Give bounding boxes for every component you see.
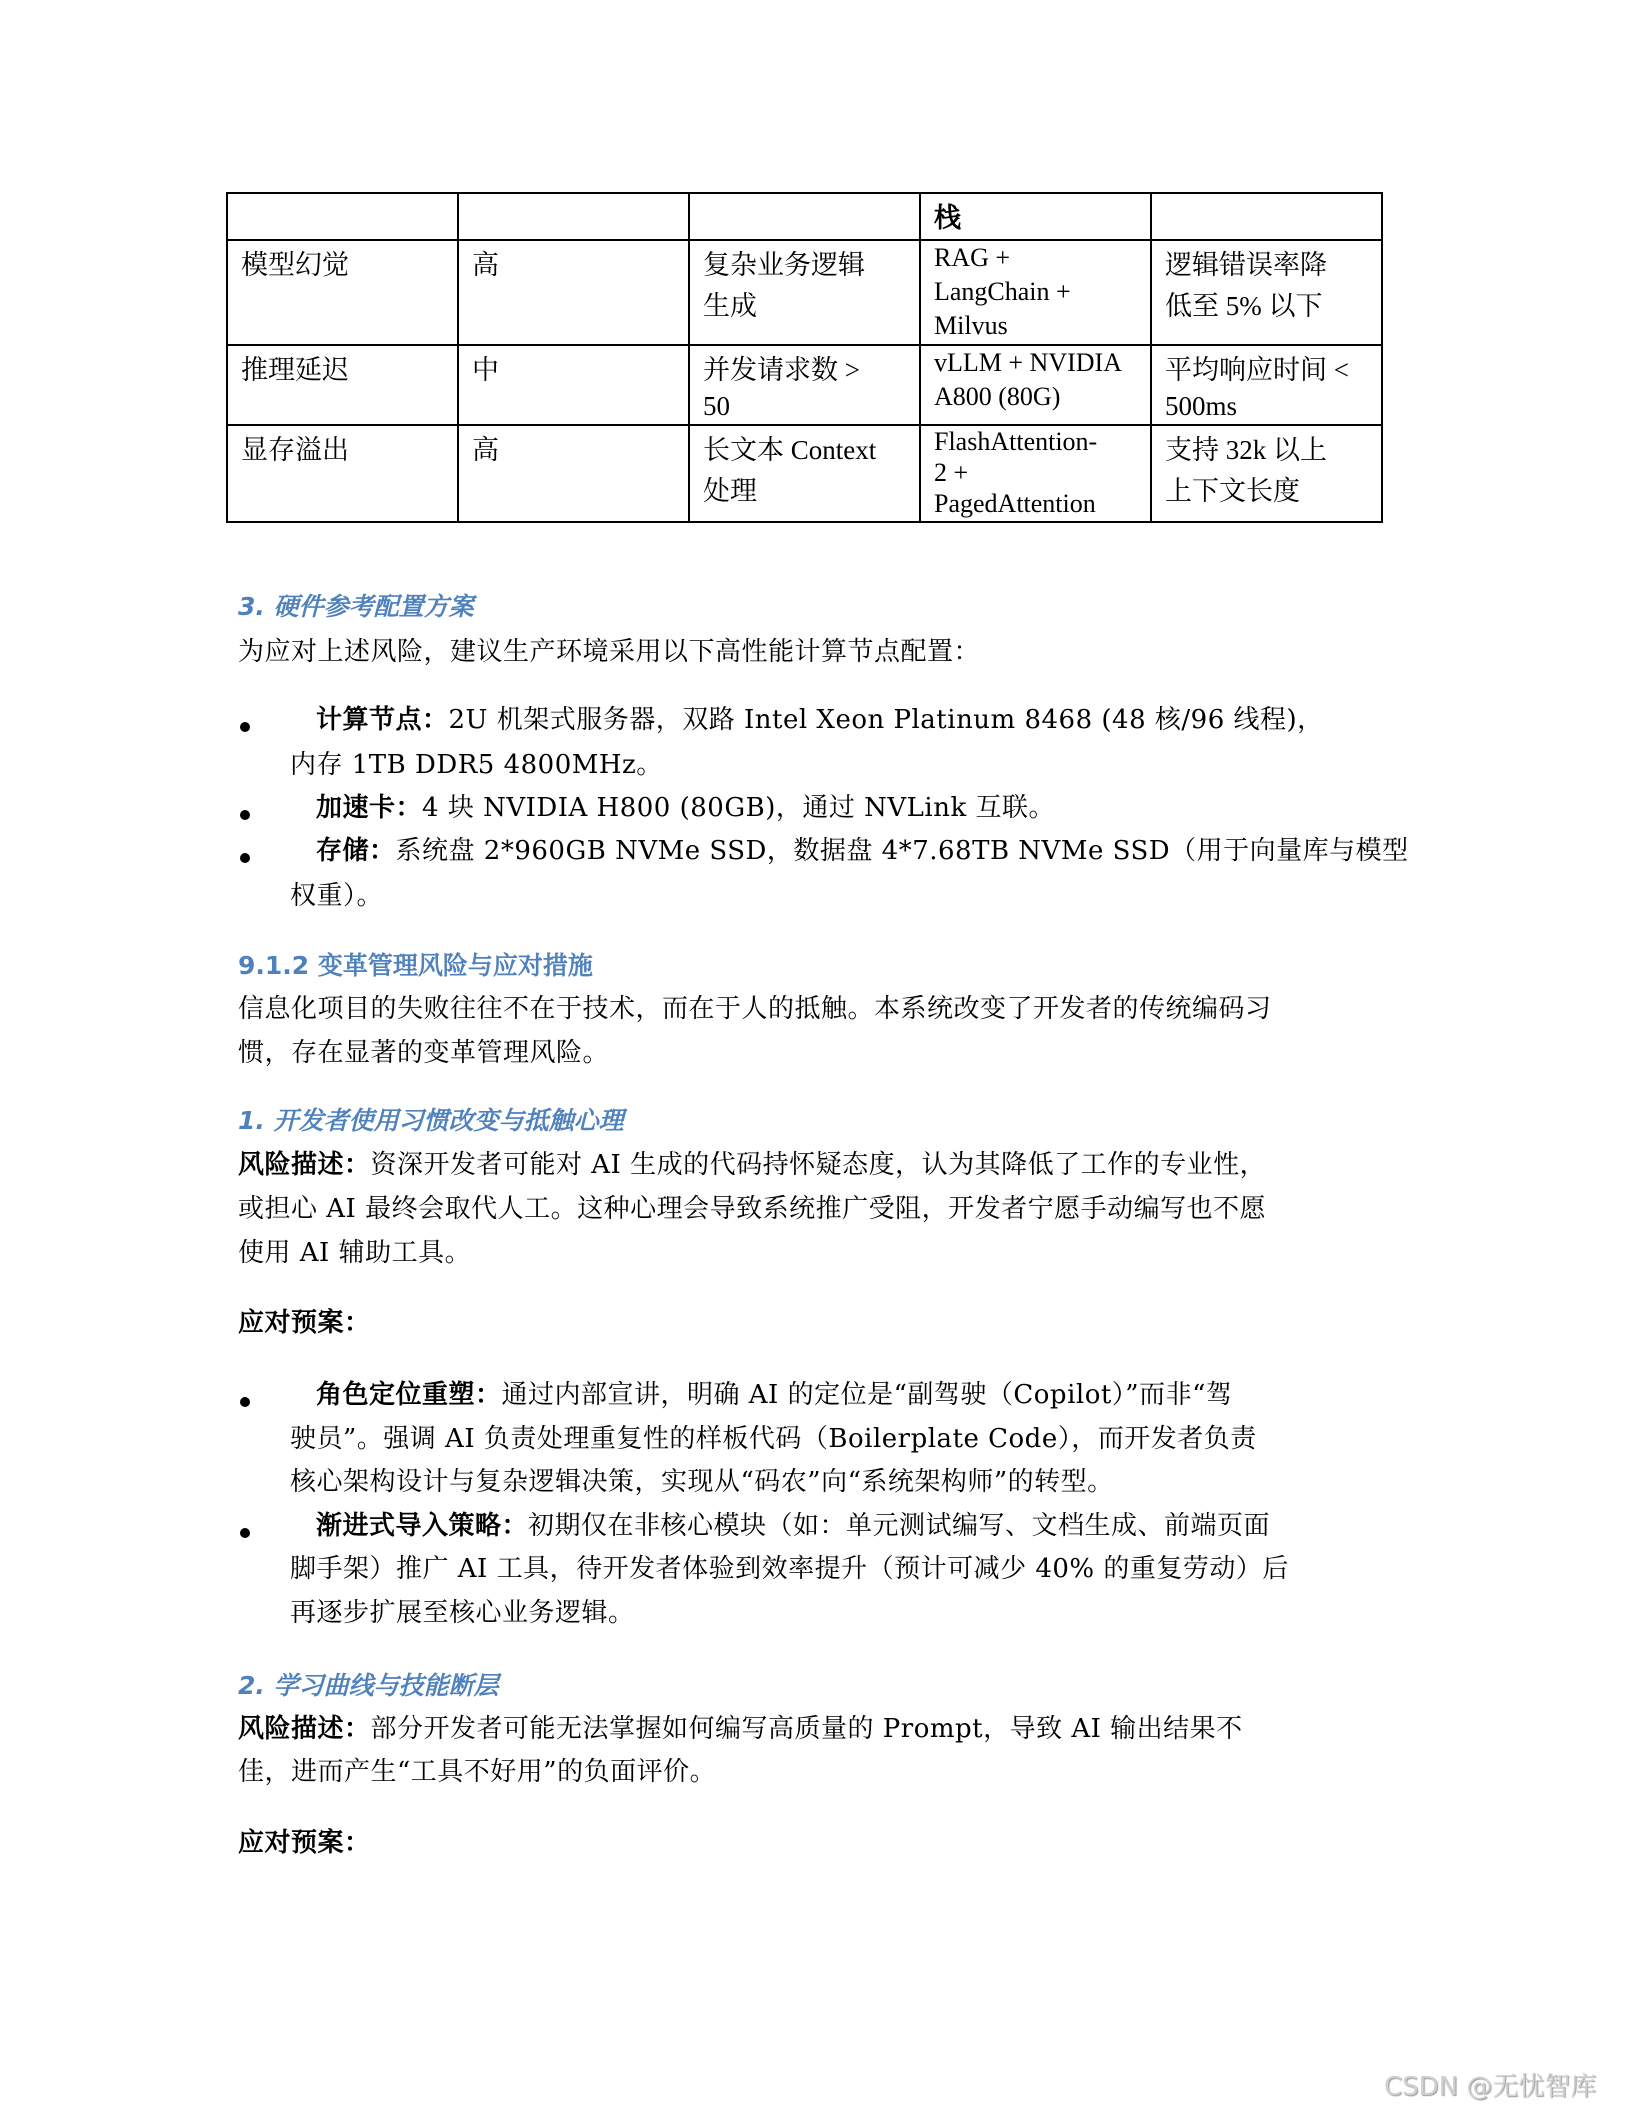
tech-cell: vLLM + NVIDIA A800 (80G) <box>920 345 1151 425</box>
table-cell <box>458 193 689 240</box>
section-heading-change-management: 9.1.2 变革管理风险与应对措施 <box>238 951 593 980</box>
level-cell: 高 <box>458 425 689 522</box>
list-item: 存储：系统盘 2*960GB NVMe SSD，数据盘 4*7.68TB NVMe SSD（用于向量库与模型 <box>316 836 1409 866</box>
bullet-icon <box>240 1528 250 1538</box>
level-cell: 高 <box>458 240 689 345</box>
table-cell: 栈 <box>920 193 1151 240</box>
paragraph-line: 使用 AI 辅助工具。 <box>238 1238 472 1268</box>
bullet-icon <box>240 810 250 820</box>
target-cell: 逻辑错误率降 低至 5% 以下 <box>1151 240 1382 345</box>
scenario-cell: 长文本 Context 处理 <box>689 425 920 522</box>
csdn-watermark: CSDN @无忧智库 <box>1384 2072 1597 2102</box>
tech-cell: RAG + LangChain + Milvus <box>920 240 1151 345</box>
level-cell: 中 <box>458 345 689 425</box>
plan-label: 应对预案： <box>238 1308 371 1338</box>
target-cell: 平均响应时间 < 500ms <box>1151 345 1382 425</box>
risk-table <box>226 192 1383 523</box>
list-item: 渐进式导入策略：初期仅在非核心模块（如：单元测试编写、文档生成、前端页面 <box>316 1511 1271 1541</box>
scenario-cell: 并发请求数 > 50 <box>689 345 920 425</box>
list-item-continuation: 脚手架）推广 AI 工具，待开发者体验到效率提升（预计可减少 40% 的重复劳动）后 <box>290 1554 1289 1584</box>
list-item: 加速卡：4 块 NVIDIA H800 (80GB)，通过 NVLink 互联。 <box>316 793 1055 823</box>
paragraph-line: 佳，进而产生“工具不好用”的负面评价。 <box>238 1757 717 1787</box>
subsection-heading-2: 2. 学习曲线与技能断层 <box>238 1671 499 1700</box>
paragraph-line: 信息化项目的失败往往不在于技术，而在于人的抵触。本系统改变了开发者的传统编码习 <box>238 994 1272 1024</box>
paragraph-line: 惯，存在显著的变革管理风险。 <box>238 1038 610 1068</box>
list-item-continuation: 核心架构设计与复杂逻辑决策，实现从“码农”向“系统架构师”的转型。 <box>290 1467 1114 1497</box>
bullet-icon <box>240 1397 250 1407</box>
table-row <box>227 345 1382 425</box>
target-cell: 支持 32k 以上 上下文长度 <box>1151 425 1382 522</box>
table-row <box>227 240 1382 345</box>
list-item-continuation: 权重）。 <box>290 881 384 911</box>
list-item: 角色定位重塑：通过内部宣讲，明确 AI 的定位是“副驾驶（Copilot）”而非“驾 <box>316 1380 1233 1410</box>
table-cell <box>689 193 920 240</box>
risk-cell: 模型幻觉 <box>227 240 458 345</box>
risk-description: 风险描述：资深开发者可能对 AI 生成的代码持怀疑态度，认为其降低了工作的专业性， <box>238 1150 1267 1180</box>
list-item-continuation: 驶员”。强调 AI 负责处理重复性的样板代码（Boilerplate Code），而开发者负责 <box>290 1424 1257 1454</box>
section-heading-hardware: 3. 硬件参考配置方案 <box>238 592 474 621</box>
plan-label: 应对预案： <box>238 1828 371 1858</box>
bullet-icon <box>240 722 250 732</box>
list-item: 计算节点：2U 机架式服务器，双路 Intel Xeon Platinum 8468 (48 核/96 线程)， <box>316 705 1324 735</box>
subsection-heading-1: 1. 开发者使用习惯改变与抵触心理 <box>238 1106 624 1135</box>
bullet-icon <box>240 853 250 863</box>
table-cell <box>227 193 458 240</box>
scenario-cell: 复杂业务逻辑 生成 <box>689 240 920 345</box>
table-cell <box>1151 193 1382 240</box>
risk-description: 风险描述：部分开发者可能无法掌握如何编写高质量的 Prompt，导致 AI 输出结果不 <box>238 1714 1243 1744</box>
table-header-row <box>227 193 1382 240</box>
list-item-continuation: 内存 1TB DDR5 4800MHz。 <box>290 750 663 780</box>
risk-cell: 显存溢出 <box>227 425 458 522</box>
list-item-continuation: 再逐步扩展至核心业务逻辑。 <box>290 1598 635 1628</box>
table-row <box>227 425 1382 522</box>
tech-cell: FlashAttention- 2 + PagedAttention <box>920 425 1151 522</box>
paragraph-line: 或担心 AI 最终会取代人工。这种心理会导致系统推广受阻，开发者宁愿手动编写也不愿 <box>238 1194 1267 1224</box>
risk-cell: 推理延迟 <box>227 345 458 425</box>
paragraph: 为应对上述风险，建议生产环境采用以下高性能计算节点配置： <box>238 637 981 667</box>
